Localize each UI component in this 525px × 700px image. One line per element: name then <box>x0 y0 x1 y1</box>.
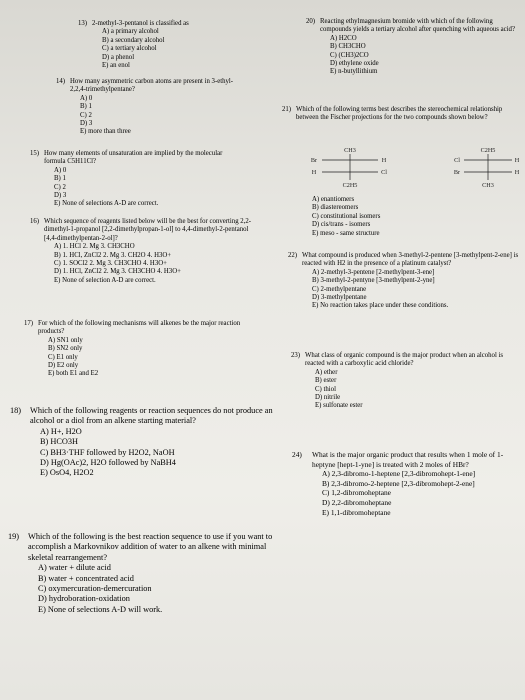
option-c: C) constitutional isomers <box>312 212 381 220</box>
fischer-projection-left <box>311 147 387 188</box>
question-number: 18) <box>10 406 22 415</box>
option-c: C) 2 <box>80 111 92 119</box>
option-e: E) both E1 and E2 <box>48 370 99 378</box>
option-c: C) (CH3)2CO <box>330 51 369 59</box>
option-e: E) more than three <box>80 128 131 136</box>
question-22 <box>288 252 520 311</box>
fischer-substituent: Cl <box>381 169 387 176</box>
option-b: B) 3-methyl-2-pentyne [3-methylpent-2-yne] <box>312 277 435 285</box>
question-stem: How many asymmetric carbon atoms are present in 3-ethyl-2,2,4-trimethylpentane? <box>70 78 234 94</box>
question-stem: 2-methyl-3-pentanol is classified as <box>92 20 189 27</box>
question-21 <box>282 106 516 123</box>
fischer-top-group: CH3 <box>344 147 356 154</box>
question-number: 24) <box>292 450 302 459</box>
option-e: E) None of selections A-D are correct. <box>54 200 159 208</box>
option-a: A) 0 <box>54 166 67 174</box>
fischer-substituent: H <box>311 169 317 176</box>
option-c: C) thiol <box>315 385 336 393</box>
question-16 <box>30 218 259 285</box>
question-stem: Which of the following is the best reaction sequence to use if you want to accomplish a Markovnikov addition of water to an alkene with minimal skeletal rearrangement? <box>28 532 273 562</box>
fischer-substituent: H <box>514 157 520 164</box>
question-number: 15) <box>30 150 40 157</box>
option-c: C) oxymercuration-demercuration <box>38 584 152 594</box>
fischer-bottom-group: CH3 <box>482 182 494 188</box>
question-stem: What class of organic compound is the major product when an alcohol is reacted with a carboxylic acid chloride? <box>305 352 504 368</box>
option-c: C) E1 only <box>48 353 78 361</box>
question-23 <box>291 352 520 411</box>
fischer-substituent: H <box>381 157 387 164</box>
question-stem: Reacting ethylmagnesium bromide with which of the following compounds yields a tertiary alcohol after quenching with aqueous acid? <box>320 18 515 34</box>
option-b: B) SN2 only <box>48 345 83 353</box>
option-d: D) nitrile <box>315 394 341 402</box>
fischer-substituent: Cl <box>454 157 460 164</box>
question-15 <box>30 150 224 209</box>
option-a: A) SN1 only <box>48 336 83 344</box>
option-e: E) No reaction takes place under these conditions. <box>312 302 449 310</box>
fischer-substituent: H <box>514 169 520 176</box>
option-a: A) ether <box>315 368 338 376</box>
question-number: 22) <box>288 252 298 259</box>
question-21-options <box>312 196 512 238</box>
option-a: A) enantiomers <box>312 196 355 203</box>
option-c: C) 2-methylpentane <box>312 285 367 293</box>
question-13 <box>78 20 242 70</box>
fischer-projection-right <box>454 147 520 188</box>
option-e: E) sulfonate ester <box>315 402 363 410</box>
option-c: C) 1. SOCl2 2. Mg 3. CH3CHO 4. H3O+ <box>54 260 167 268</box>
option-d: D) 1. HCl, ZnCl2 2. Mg 3. CH3CHO 4. H3O+ <box>54 268 181 276</box>
option-b: B) CH3CHO <box>330 43 366 51</box>
question-19 <box>8 532 283 615</box>
option-d: D) 3 <box>54 192 67 200</box>
fischer-substituent: Br <box>310 157 318 164</box>
option-d: D) Hg(OAc)2, H2O followed by NaBH4 <box>40 458 176 468</box>
fischer-substituent: Br <box>453 169 461 176</box>
option-d: D) a phenol <box>102 53 135 61</box>
question-number: 14) <box>56 78 66 85</box>
option-c: C) 1,2-dibromoheptane <box>322 488 391 498</box>
option-b: B) water + concentrated acid <box>38 573 134 583</box>
option-d: D) 2,2-dibromoheptane <box>322 497 392 507</box>
option-a: A) water + dilute acid <box>38 563 111 573</box>
fischer-top-group: C2H5 <box>480 147 496 154</box>
option-e: E) 1,1-dibromoheptane <box>322 507 391 517</box>
question-stem: For which of the following mechanisms will alkenes be the major reaction products? <box>38 320 241 336</box>
fischer-bottom-group: C2H5 <box>342 182 358 188</box>
question-number: 23) <box>291 352 301 359</box>
option-e: E) OsO4, H2O2 <box>40 468 94 478</box>
question-14 <box>56 78 245 137</box>
question-number: 13) <box>78 20 88 27</box>
question-number: 17) <box>24 320 34 327</box>
option-e: E) n-butyllithium <box>330 68 378 76</box>
option-a: A) a primary alcohol <box>102 28 159 36</box>
option-e: E) an enol <box>102 62 130 70</box>
option-b: B) a secondary alcohol <box>102 36 165 44</box>
option-b: B) diastereomers <box>312 204 359 212</box>
option-b: B) 2,3-dibromo-2-heptene [2,3-dibromohept-2-ene] <box>322 478 475 488</box>
question-number: 20) <box>306 18 316 25</box>
option-d: D) 3 <box>80 120 93 128</box>
option-c: C) BH3·THF followed by H2O2, NaOH <box>40 447 175 457</box>
question-stem: Which sequence of reagents listed below will be the best for converting 2,2-dimethyl-1-propanol [2,2-dimethylpropan-1-ol] to 4,4-dimethyl-2-pentanol [4,4-dimethylpentan-2-ol]? <box>44 218 252 242</box>
option-d: D) E2 only <box>48 362 79 370</box>
question-20 <box>306 18 520 77</box>
option-b: B) ester <box>315 377 337 385</box>
question-17 <box>24 320 263 379</box>
question-stem: What is the major organic product that results when 1 mole of 1-heptyne [hept-1-yne] is treated with 2 moles of HBr? <box>312 450 504 469</box>
option-c: C) a tertiary alcohol <box>102 45 157 53</box>
option-b: B) 1 <box>54 175 66 183</box>
option-a: A) 0 <box>80 94 93 102</box>
question-number: 21) <box>282 106 292 113</box>
option-d: D) cis/trans - isomers <box>312 221 371 229</box>
option-b: B) HCO3H <box>40 437 79 447</box>
option-b: B) 1. HCl, ZnCl2 2. Mg 3. CH2O 4. H3O+ <box>54 251 172 259</box>
question-number: 16) <box>30 218 40 225</box>
option-a: A) H+, H2O <box>40 426 82 436</box>
question-stem: What compound is produced when 3-methyl-2-pentene [3-methylpent-2-ene] is reacted with H2 in the presence of a platinum catalyst? <box>302 252 519 268</box>
question-18 <box>10 406 280 479</box>
question-number: 19) <box>8 532 20 541</box>
option-e: E) meso - same structure <box>312 229 380 237</box>
question-stem: How many elements of unsaturation are implied by the molecular formula C5H11Cl? <box>44 150 223 166</box>
option-d: D) ethylene oxide <box>330 60 379 68</box>
question-stem: Which of the following terms best describes the stereochemical relationship between the Fischer projections for the two compounds shown below? <box>296 106 503 122</box>
option-a: A) H2CO <box>330 34 357 42</box>
option-a: A) 2,3-dibromo-1-heptene [2,3-dibromohept-1-ene] <box>322 469 476 479</box>
option-b: B) 1 <box>80 103 92 111</box>
option-e: E) None of selections A-D will work. <box>38 604 163 614</box>
question-stem: Which of the following reagents or reaction sequences do not produce an alcohol or a diol from an alkene starting material? <box>30 406 273 426</box>
fischer-projections <box>292 146 522 188</box>
option-d: D) 3-methylpentane <box>312 294 367 302</box>
option-c: C) 2 <box>54 183 66 191</box>
option-e: E) None of selection A-D are correct. <box>54 276 156 284</box>
option-a: A) 1. HCl 2. Mg 3. CH3CHO <box>54 243 135 251</box>
option-a: A) 2-methyl-3-pentene [2-methylpent-3-ene] <box>312 268 435 276</box>
question-24 <box>292 450 520 517</box>
option-d: D) hydroboration-oxidation <box>38 594 130 604</box>
